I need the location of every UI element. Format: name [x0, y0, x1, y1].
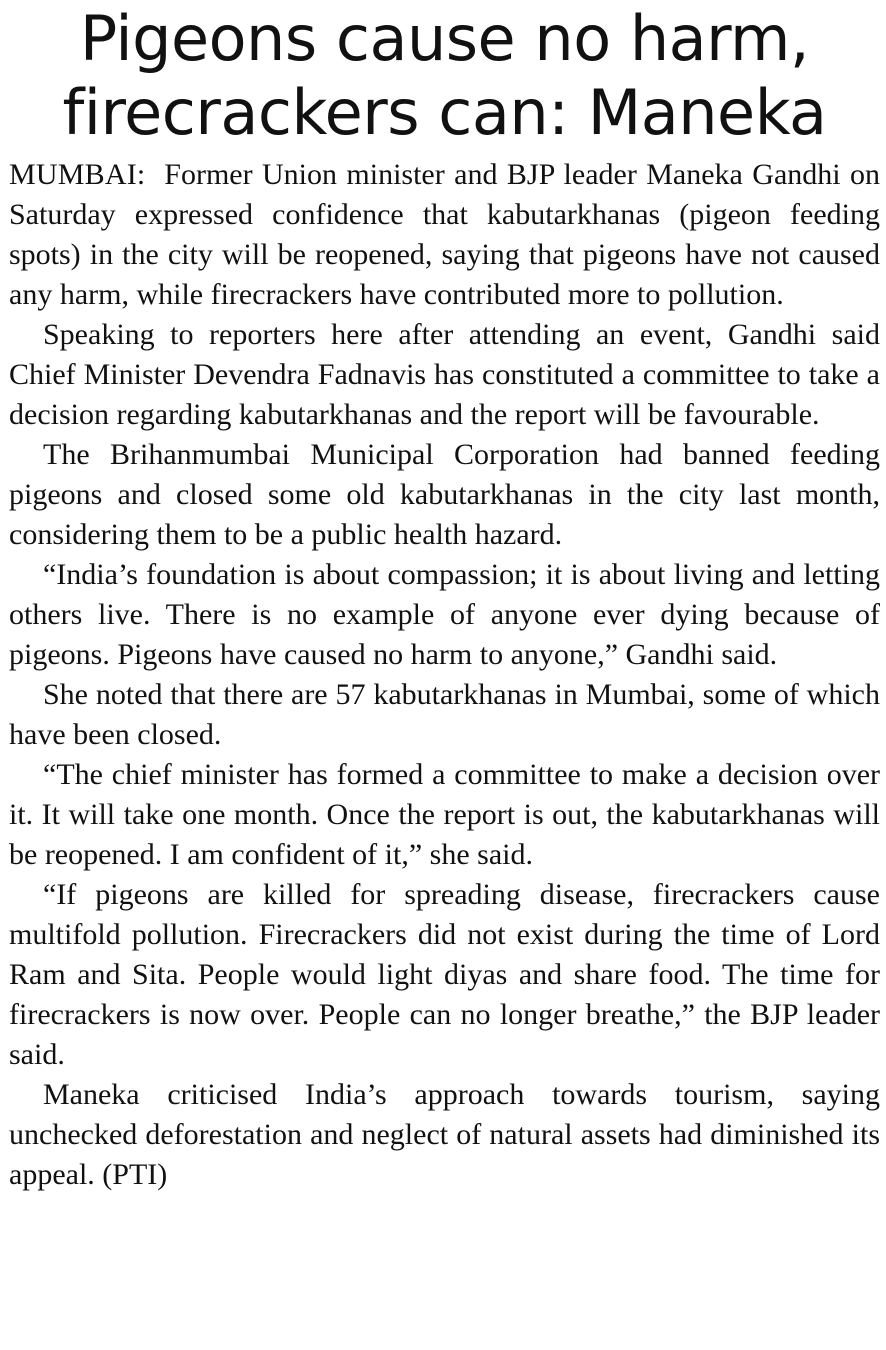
paragraph-4: “India’s foundation is about compassion; it is about living and letting others live. There is no example of anyone ever dying because of pigeons. Pigeons have caused no harm to anyone,” Gandhi said. [9, 558, 880, 671]
headline-line-2: firecrackers can: Maneka [62, 76, 827, 149]
paragraph-5: She noted that there are 57 kabutarkhanas in Mumbai, some of which have been closed. [9, 678, 880, 751]
paragraph-3: The Brihanmumbai Municipal Corporation had banned feeding pigeons and closed some old kabutarkhanas in the city last month, considering them to be a public health hazard. [9, 438, 880, 551]
dateline: MUMBAI: [9, 158, 146, 191]
paragraph-8: Maneka criticised India’s approach towards tourism, saying unchecked deforestation and neglect of natural assets had diminished its appeal. (PTI) [9, 1078, 880, 1191]
headline [9, 0, 880, 150]
article-body [9, 155, 880, 1195]
headline-line-1: Pigeons cause no harm, [79, 2, 810, 75]
paragraph-7: “If pigeons are killed for spreading disease, firecrackers cause multifold pollution. Firecrackers did not exist during the time of Lord Ram and Sita. People would light diyas and share food. The time for firecrackers is now over. People can no longer breathe,” the BJP leader said. [9, 878, 880, 1071]
paragraph-6: “The chief minister has formed a committee to make a decision over it. It will take one month. Once the report is out, the kabutarkhanas will be reopened. I am confident of it,” she said. [9, 758, 880, 871]
paragraph-1-text: Former Union minister and BJP leader Maneka Gandhi on Saturday expressed confidence that kabutarkhanas (pigeon feeding spots) in the city will be reopened, saying that pigeons have not caused any harm, while firecrackers have contributed more to pollution. [9, 158, 881, 311]
paragraph-2: Speaking to reporters here after attending an event, Gandhi said Chief Minister Devendra Fadnavis has constituted a committee to take a decision regarding kabutarkhanas and the report will be favourable. [9, 318, 880, 431]
paragraph-1 [9, 155, 880, 315]
